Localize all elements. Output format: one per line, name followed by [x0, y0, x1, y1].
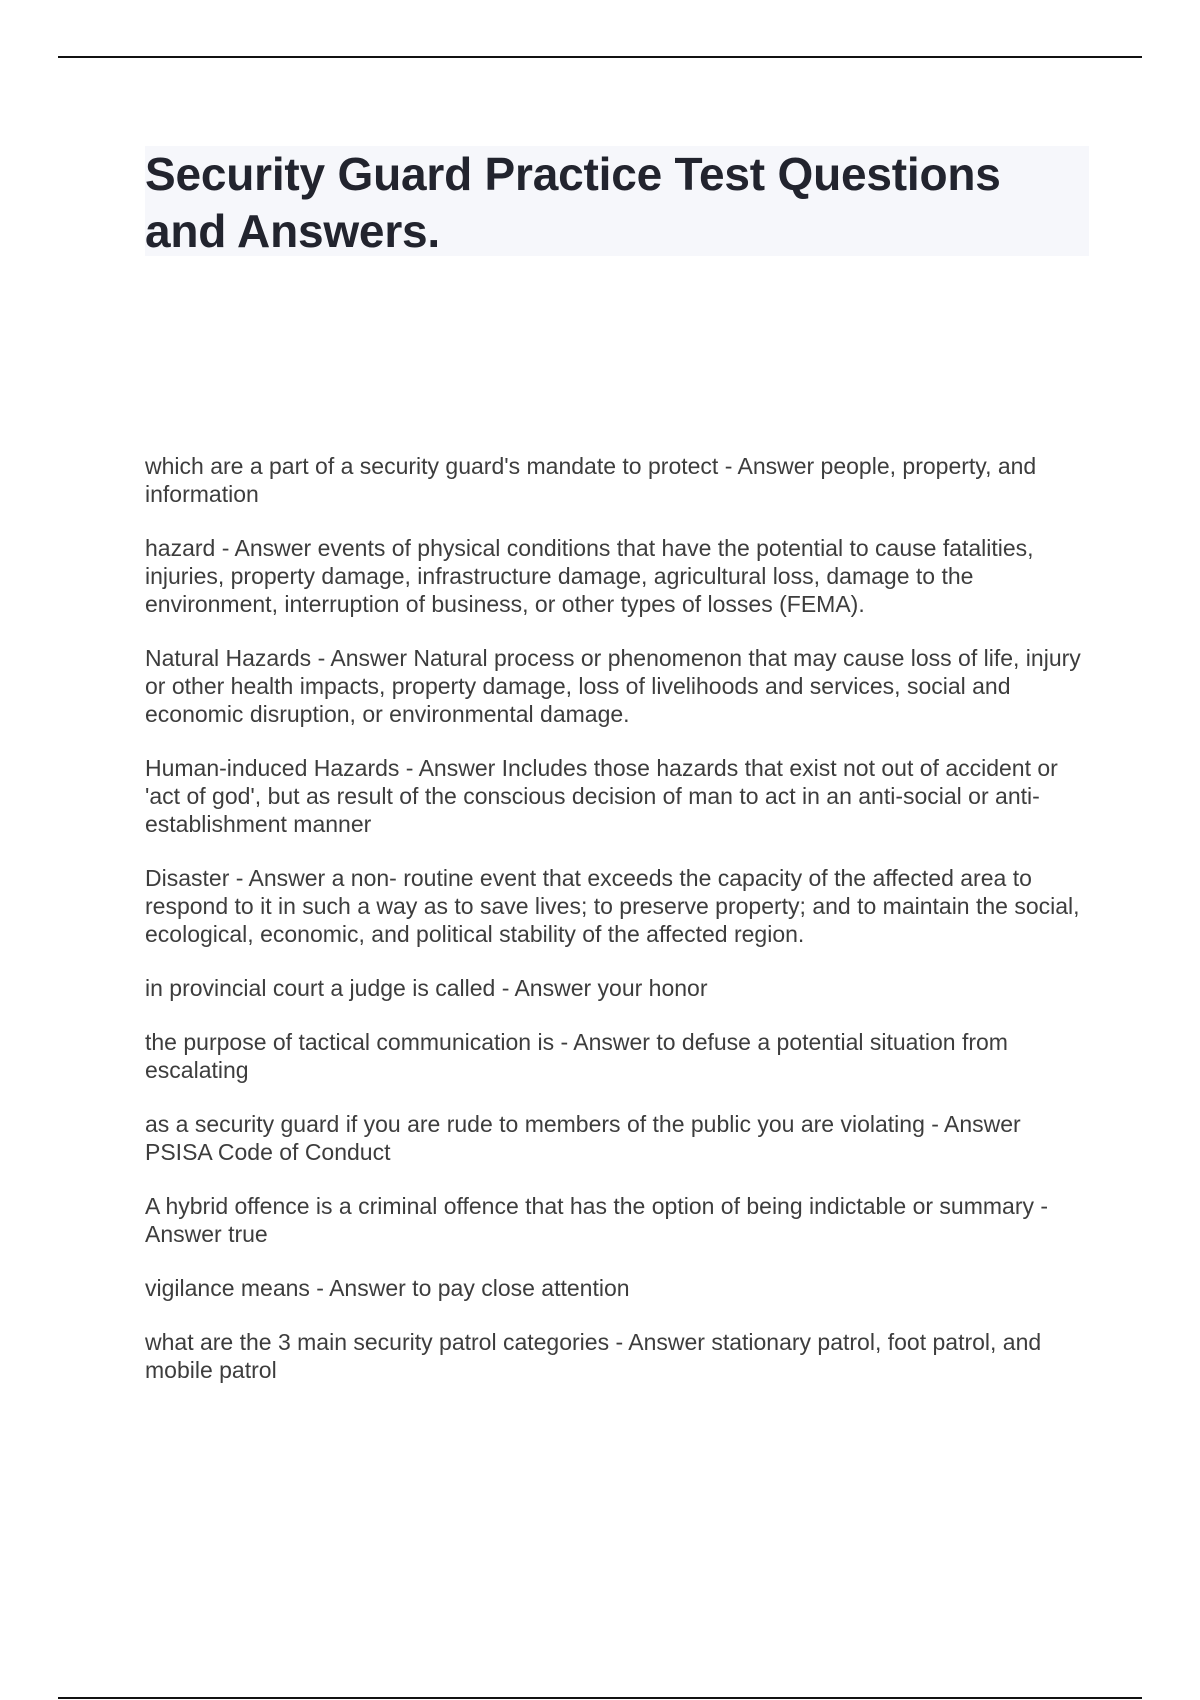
qa-item-mandate: which are a part of a security guard's mandate to protect - Answer people, property, and information	[145, 453, 1037, 507]
qa-item-patrol-categories: what are the 3 main security patrol categories - Answer stationary patrol, foot patrol, and mobile patrol	[145, 1329, 1042, 1383]
qa-item-hazard: hazard - Answer events of physical conditions that have the potential to cause fatalities, injuries, property damage, infrastructure damage, agricultural loss, damage to the environment, interruption of business, or other types of losses (FEMA).	[145, 535, 1034, 617]
qa-item-tactical-communication: the purpose of tactical communication is - Answer to defuse a potential situation from escalating	[145, 1029, 1008, 1083]
qa-item-human-induced-hazards: Human-induced Hazards - Answer Includes those hazards that exist not out of accident or 'act of god', but as result of the conscious decision of man to act in an anti-social or anti-establishment manner	[145, 755, 1058, 837]
qa-item-natural-hazards: Natural Hazards - Answer Natural process or phenomenon that may cause loss of life, injury or other health impacts, property damage, loss of livelihoods and services, social and economic disruption, or environmental damage.	[145, 645, 1081, 727]
qa-list	[145, 452, 1091, 1410]
qa-item-disaster: Disaster - Answer a non- routine event that exceeds the capacity of the affected area to respond to it in such a way as to save lives; to preserve property; and to maintain the social, ecological, economic, and political stability of the affected region.	[145, 865, 1080, 947]
qa-item-code-of-conduct: as a security guard if you are rude to members of the public you are violating - Answer PSISA Code of Conduct	[145, 1111, 1021, 1165]
bottom-divider	[58, 1697, 1142, 1699]
page-title: Security Guard Practice Test Questions and Answers.	[145, 148, 1001, 257]
qa-item-vigilance: vigilance means - Answer to pay close attention	[145, 1275, 630, 1301]
qa-item-hybrid-offence: A hybrid offence is a criminal offence that has the option of being indictable or summary - Answer true	[145, 1193, 1049, 1247]
qa-item-provincial-court: in provincial court a judge is called - Answer your honor	[145, 975, 708, 1001]
top-divider	[58, 56, 1142, 58]
